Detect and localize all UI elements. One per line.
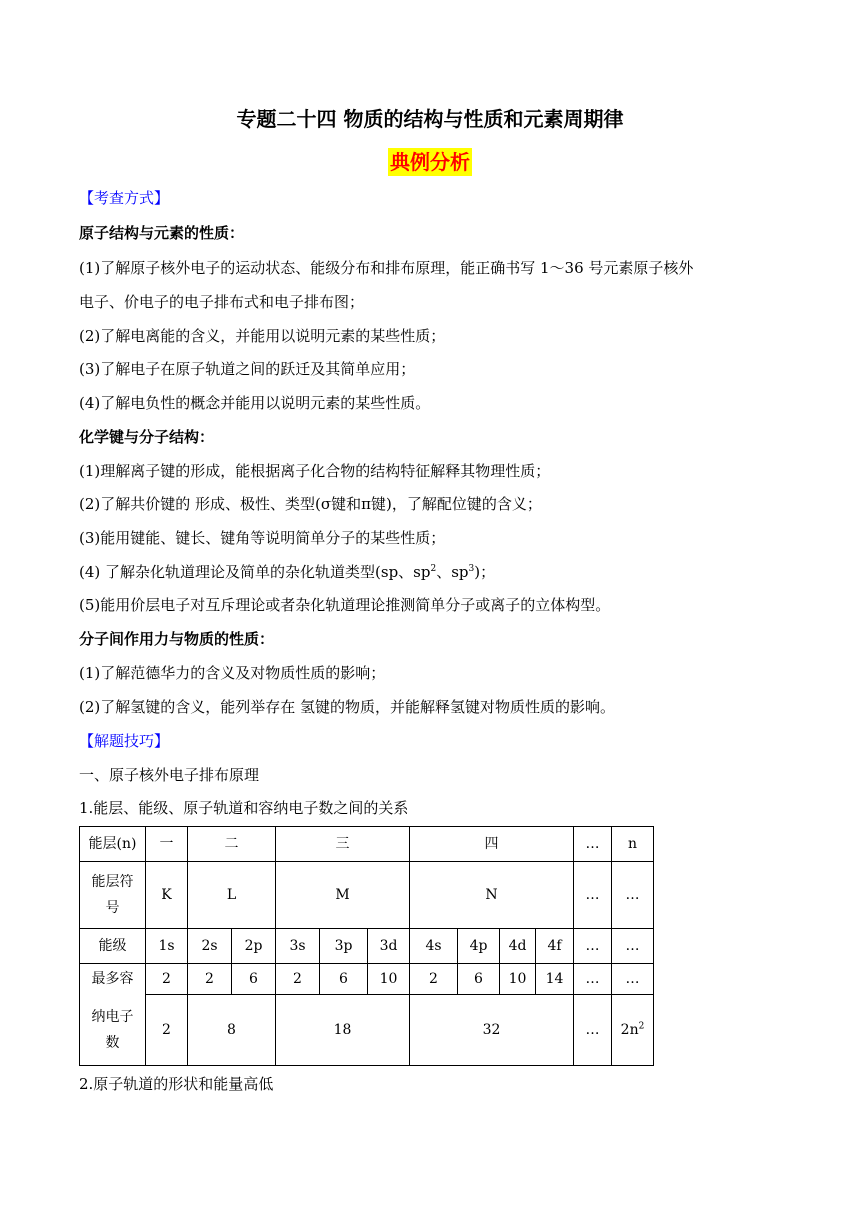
table-cell: … [574, 995, 612, 1066]
sub-heading: 2.原子轨道的形状和能量高低 [79, 1075, 274, 1093]
table-cell: 三 [276, 827, 410, 862]
inter-item: (2)了解氢键的含义，能列举存在 氢键的物质，并能解释氢键对物质性质的影响。 [79, 698, 616, 716]
table-cell: 6 [232, 964, 276, 995]
table-cell: 10 [368, 964, 410, 995]
table-cell: 6 [320, 964, 368, 995]
tips-header: 【解题技巧】 [79, 732, 170, 750]
table-row [80, 827, 654, 862]
table-cell: 2 [146, 964, 188, 995]
table-cell: 能级 [80, 929, 146, 964]
table-cell: 4s [410, 929, 458, 964]
atomic-item: (2)了解电离能的含义，并能用以说明元素的某些性质； [79, 327, 446, 345]
table-cell: K [146, 862, 188, 929]
atomic-heading: 原子结构与元素的性质： [79, 224, 245, 242]
bond-item: (1)理解离子键的形成，能根据离子化合物的结构特征解释其物理性质； [79, 462, 551, 480]
superscript: 3 [468, 564, 475, 574]
bond-item: (2)了解共价键的 形成、极性、类型(σ键和π键)，了解配位键的含义； [79, 495, 542, 513]
cell-line: 纳电子 [91, 1008, 134, 1025]
table-cell: 4d [500, 929, 536, 964]
table-cell: 32 [410, 995, 574, 1066]
table-cell: L [188, 862, 276, 929]
table-row [80, 964, 654, 995]
table-cell: 2 [146, 995, 188, 1066]
table-cell: 一 [146, 827, 188, 862]
table-cell [80, 995, 146, 1066]
table-cell: 1s [146, 929, 188, 964]
bond-item-part: )； [474, 563, 496, 581]
bond-item: (3)能用键能、键长、键角等说明简单分子的某些性质； [79, 529, 446, 547]
table-cell [80, 862, 146, 929]
table-cell: … [574, 929, 612, 964]
atomic-item: (4)了解电负性的概念并能用以说明元素的某些性质。 [79, 394, 431, 412]
exam-header: 【考查方式】 [79, 189, 170, 207]
subtitle-wrap [0, 148, 860, 176]
shell-table [79, 826, 654, 1066]
table-cell: 能层(n) [80, 827, 146, 862]
cell-text: 2n [620, 1022, 639, 1038]
table-cell: 2s [188, 929, 232, 964]
table-cell: 最多容 [80, 964, 146, 995]
bond-item-part: 、sp [436, 563, 469, 581]
table-cell: 14 [536, 964, 574, 995]
table-cell: n [612, 827, 654, 862]
table-row [80, 862, 654, 929]
table-cell: 2p [232, 929, 276, 964]
table-row [80, 995, 654, 1066]
superscript: 2 [430, 564, 437, 574]
inter-item: (1)了解范德华力的含义及对物质性质的影响； [79, 664, 386, 682]
superscript: 2 [638, 1021, 645, 1032]
table-row [80, 929, 654, 964]
bond-heading: 化学键与分子结构： [79, 428, 215, 446]
bond-item: (5)能用价层电子对互斥理论或者杂化轨道理论推测简单分子或离子的立体构型。 [79, 596, 611, 614]
table-cell: 2 [276, 964, 320, 995]
table-cell: 2 [188, 964, 232, 995]
cell-line: 数 [105, 1034, 120, 1051]
table-cell: 四 [410, 827, 574, 862]
page-subtitle: 典例分析 [390, 150, 470, 174]
table-cell: 3d [368, 929, 410, 964]
cell-line: 能层符 [91, 874, 134, 890]
table-cell: 10 [500, 964, 536, 995]
atomic-item: 电子、价电子的电子排布式和电子排布图； [79, 293, 365, 311]
atomic-item: (1)了解原子核外电子的运动状态、能级分布和排布原理，能正确书写 1～36 号元素原子核外 [79, 259, 694, 277]
table-cell: … [612, 964, 654, 995]
cell-line: 号 [105, 900, 120, 916]
table-cell: … [574, 862, 612, 929]
table-cell: M [276, 862, 410, 929]
sub-heading: 1.能层、能级、原子轨道和容纳电子数之间的关系 [79, 799, 409, 817]
table-cell: 6 [458, 964, 500, 995]
table-cell: 3s [276, 929, 320, 964]
table-cell: 2 [410, 964, 458, 995]
table-cell: N [410, 862, 574, 929]
table-cell: 8 [188, 995, 276, 1066]
table-cell: 二 [188, 827, 276, 862]
bond-item-part: (4) 了解杂化轨道理论及简单的杂化轨道类型(sp、sp [79, 563, 431, 581]
atomic-item: (3)了解电子在原子轨道之间的跃迁及其简单应用； [79, 360, 416, 378]
bond-item [79, 561, 495, 583]
table-cell: … [612, 929, 654, 964]
page-title: 专题二十四 物质的结构与性质和元素周期律 [236, 107, 624, 131]
section-heading: 一、原子核外电子排布原理 [79, 766, 260, 784]
table-cell [612, 995, 654, 1066]
table-cell: … [574, 964, 612, 995]
table-cell: … [574, 827, 612, 862]
table-cell: … [612, 862, 654, 929]
table-cell: 3p [320, 929, 368, 964]
table-cell: 18 [276, 995, 410, 1066]
table-cell: 4f [536, 929, 574, 964]
table-cell: 4p [458, 929, 500, 964]
inter-heading: 分子间作用力与物质的性质： [79, 630, 275, 648]
